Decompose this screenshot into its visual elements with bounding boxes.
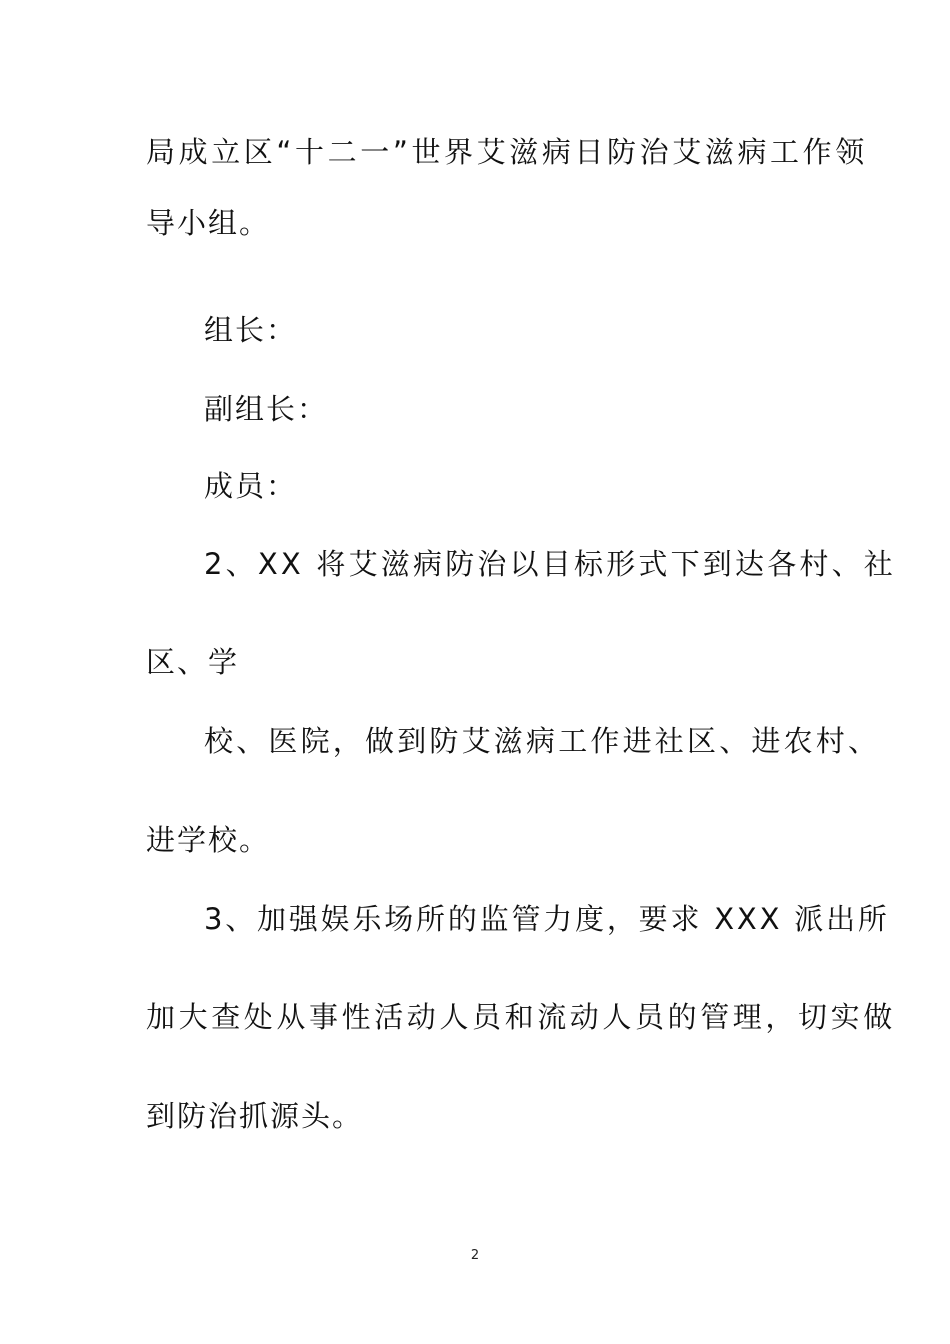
page-number: 2 — [470, 1248, 480, 1263]
text-line-5: 成员： — [204, 469, 298, 503]
text-line-7: 区、学 — [146, 645, 240, 679]
text-line-11: 加大查处从事性活动人员和流动人员的管理，切实做 — [146, 1000, 896, 1034]
text-line-6: 2、XX 将艾滋病防治以目标形式下到达各村、社 — [204, 547, 897, 581]
text-line-8: 校、医院，做到防艾滋病工作进社区、进农村、 — [204, 724, 881, 758]
text-line-2: 导小组。 — [146, 206, 271, 240]
text-line-1: 局成立区“十二一”世界艾滋病日防治艾滋病工作领 — [146, 135, 868, 169]
text-line-10: 3、加强娱乐场所的监管力度，要求 XXX 派出所 — [204, 902, 890, 936]
text-line-4: 副组长： — [204, 392, 329, 426]
text-line-3: 组长： — [204, 313, 298, 347]
text-line-12: 到防治抓源头。 — [146, 1099, 364, 1133]
text-line-9: 进学校。 — [146, 823, 271, 857]
